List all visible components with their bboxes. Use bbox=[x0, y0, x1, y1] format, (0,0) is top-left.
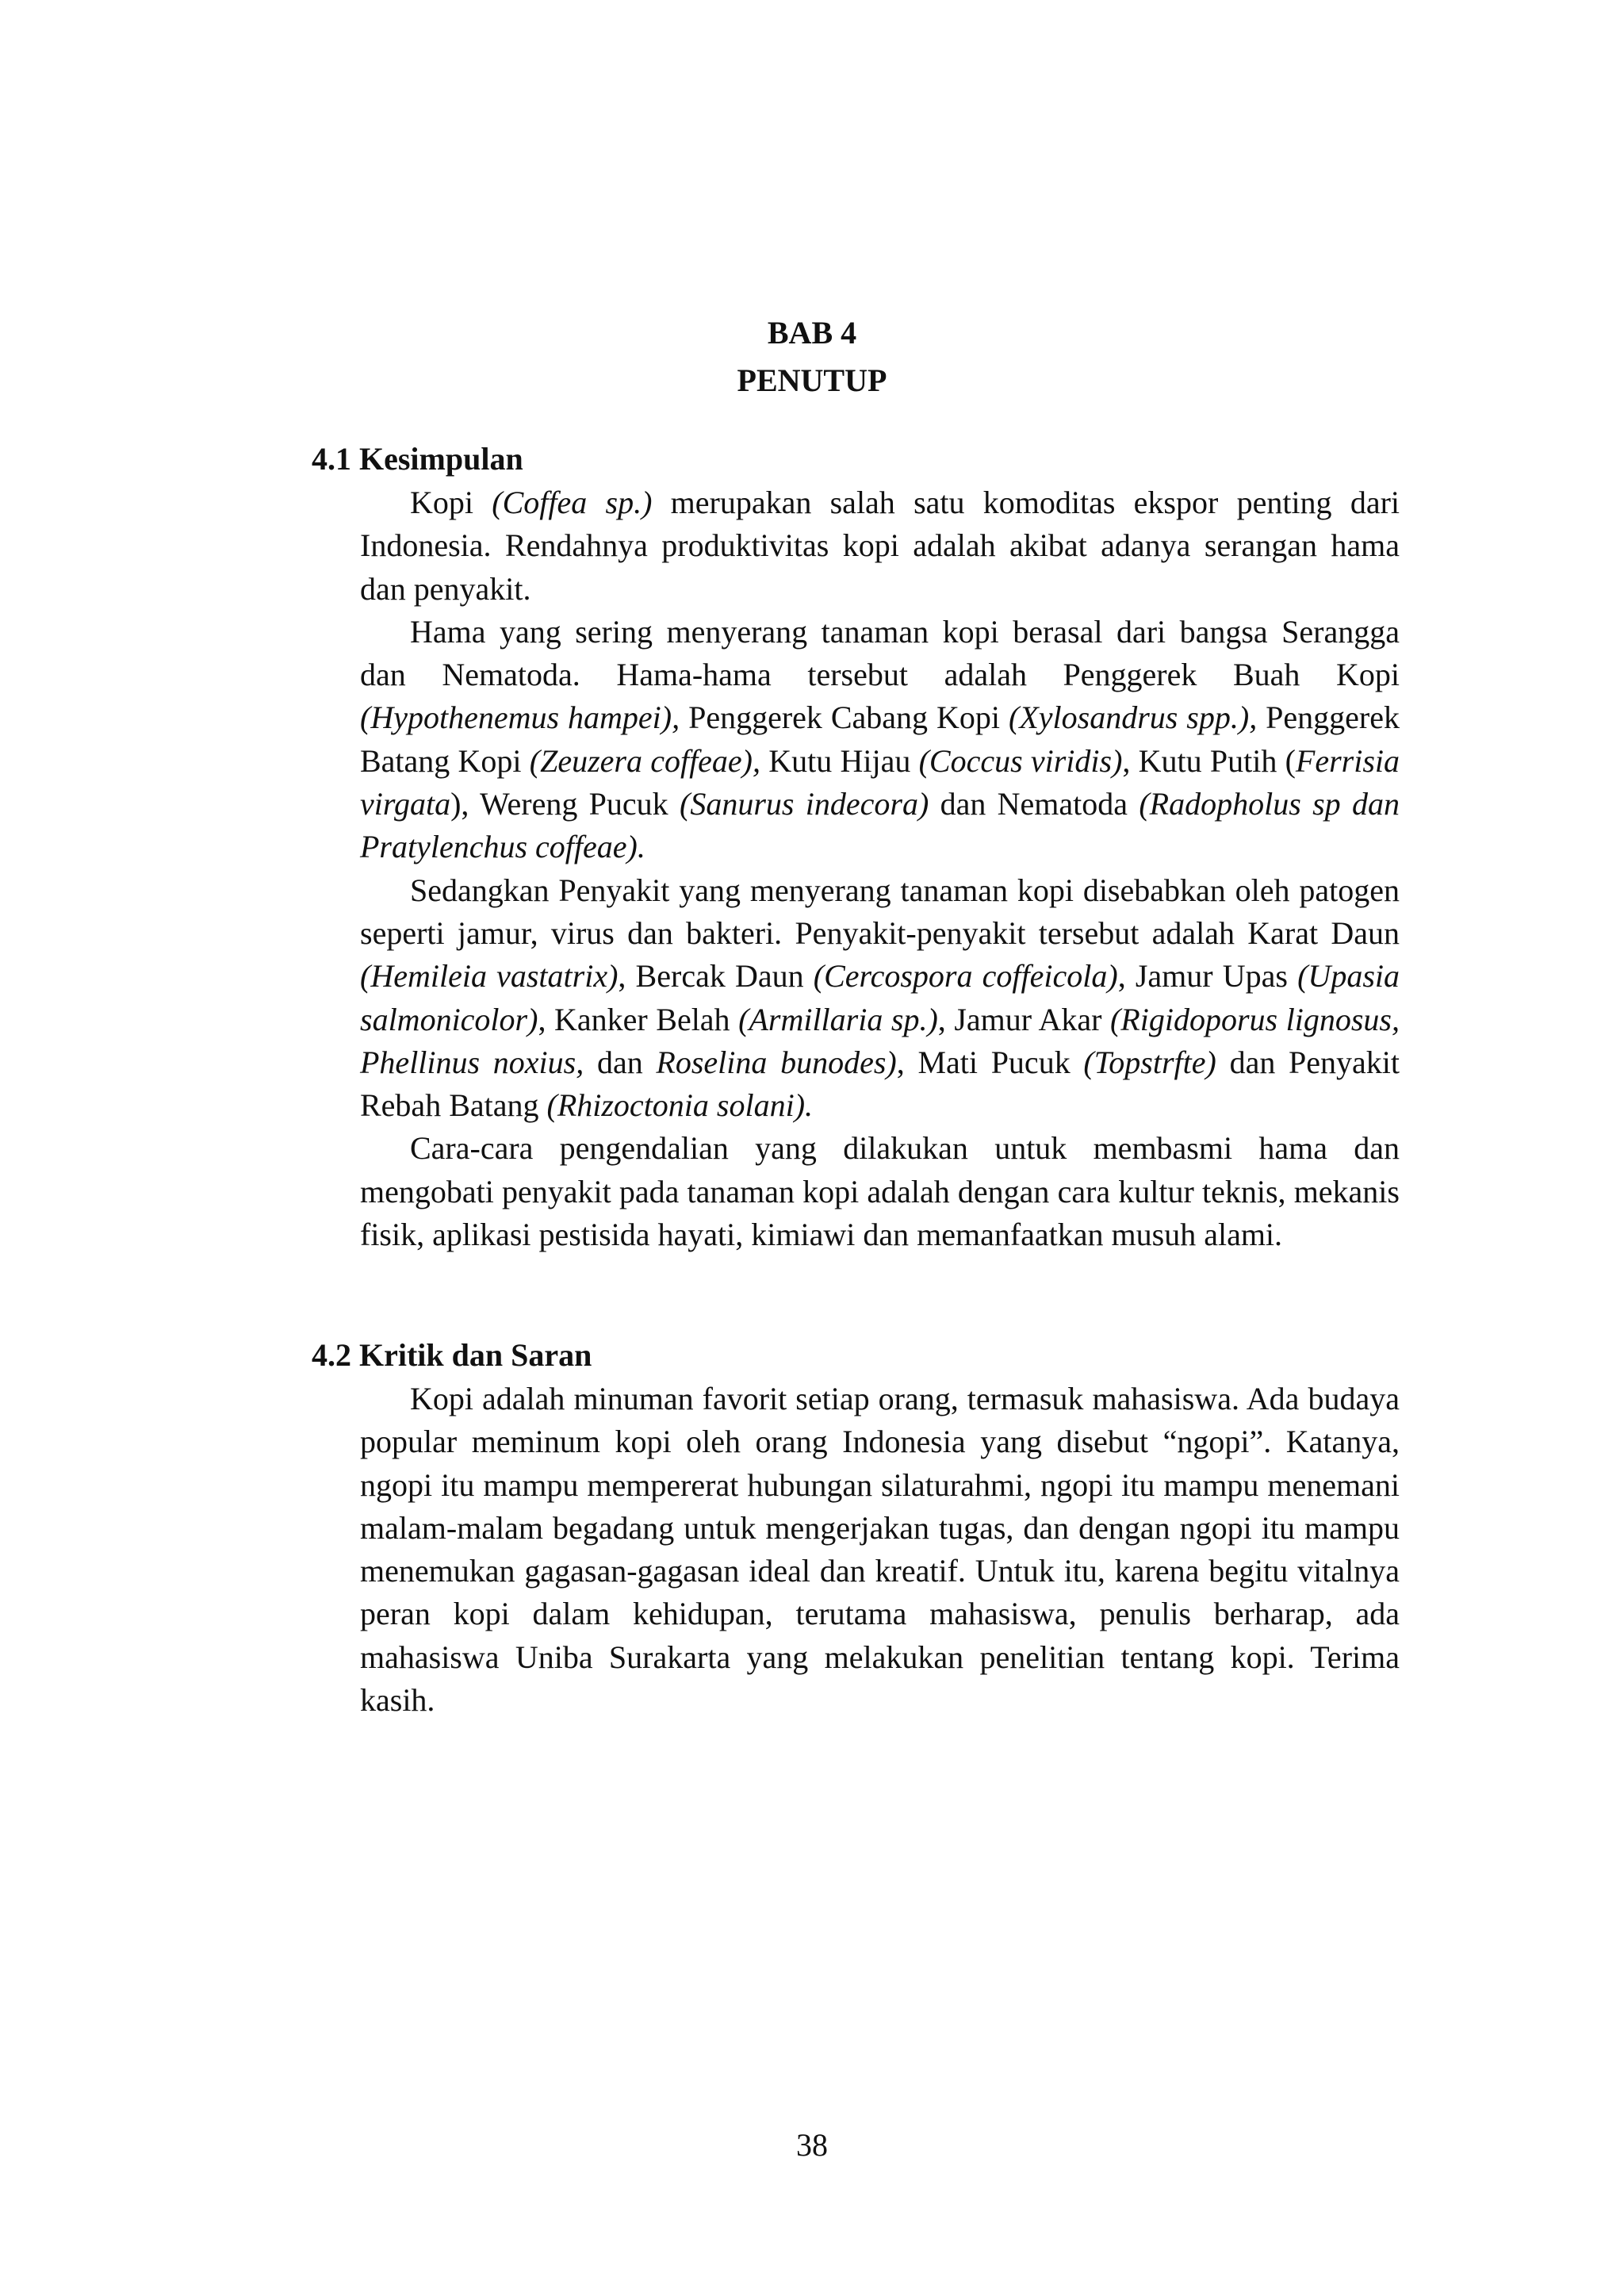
italic-text: (Rhizoctonia solani). bbox=[546, 1087, 814, 1124]
paragraph bbox=[360, 1378, 1400, 1722]
section-heading-kritik-saran: 4.2 Kritik dan Saran bbox=[312, 1337, 592, 1373]
italic-text: (Topstrfte) bbox=[1083, 1044, 1216, 1080]
chapter-heading bbox=[0, 309, 1624, 404]
text-run: Cara-cara pengendalian yang dilakukan untuk membasmi hama dan mengobati penyakit pada tanaman kopi adalah dengan cara kultur teknis, mekanis fisik, aplikasi pestisida hayati, kimiawi dan memanfaatkan musuh alami. bbox=[360, 1130, 1400, 1253]
text-run: Sedangkan Penyakit yang menyerang tanaman kopi disebabkan oleh patogen seperti jamur, virus dan bakteri. Penyakit-penyakit tersebut adalah Karat Daun bbox=[360, 872, 1400, 951]
text-run: , Kutu Putih ( bbox=[1122, 742, 1296, 779]
italic-text: (Coccus viridis) bbox=[918, 742, 1123, 779]
paragraph bbox=[360, 869, 1400, 1128]
section-heading-kesimpulan: 4.1 Kesimpulan bbox=[312, 441, 523, 477]
italic-text: (Xylosandrus spp.), bbox=[1009, 700, 1258, 736]
text-run: dan Nematoda bbox=[929, 786, 1139, 822]
text-run: dan Penyakit Rebah Batang bbox=[360, 1044, 1400, 1124]
text-run: Hama yang sering menyerang tanaman kopi berasal dari bangsa Serangga dan Nematoda. Hama-hama tersebut adalah Penggerek Buah Kopi bbox=[360, 613, 1400, 693]
text-run: , Jamur Upas bbox=[1117, 958, 1298, 995]
page-number: 38 bbox=[796, 2127, 828, 2163]
italic-text: (Sanurus indecora) bbox=[680, 786, 929, 822]
section-body-kesimpulan bbox=[360, 481, 1400, 1256]
italic-text: Ferrisia virgata bbox=[360, 742, 1400, 822]
text-run: , Bercak Daun bbox=[618, 958, 814, 995]
italic-text: (Coffea sp.) bbox=[492, 485, 653, 520]
italic-text: Roselina bunodes) bbox=[656, 1044, 897, 1080]
text-run: Penggerek Cabang Kopi bbox=[680, 700, 1009, 736]
italic-text: (Hypothenemus hampei), bbox=[360, 700, 680, 736]
chapter-number: BAB 4 bbox=[767, 315, 857, 351]
paragraph bbox=[360, 481, 1400, 611]
chapter-title: PENUTUP bbox=[737, 362, 887, 398]
text-run: dan bbox=[584, 1044, 657, 1080]
text-run: Kopi adalah minuman favorit setiap orang, termasuk mahasiswa. Ada budaya popular meminum kopi oleh orang Indonesia yang disebut “ngopi”. Katanya, ngopi itu mampu mempererat hubungan silaturahmi, ngopi itu mampu menemani malam-malam begadang untuk mengerjakan tugas, dan dengan ngopi itu mampu menemukan gagasan-gagasan ideal dan kreatif. Untuk itu, karena begitu vitalnya peran kopi dalam kehidupan, terutama mahasiswa, penulis berharap, ada mahasiswa Uniba Surakarta yang melakukan penelitian tentang kopi. Terima kasih. bbox=[360, 1381, 1400, 1719]
paragraph bbox=[360, 611, 1400, 869]
text-run: Penggerek Batang Kopi bbox=[360, 700, 1400, 779]
italic-text: (Upasia salmonicolor) bbox=[360, 958, 1400, 1037]
text-run: , Kanker Belah bbox=[538, 1001, 739, 1037]
text-run: ), Wereng Pucuk bbox=[450, 786, 680, 822]
italic-text: (Zeuzera coffeae), bbox=[529, 742, 761, 779]
text-run: , Jamur Akar bbox=[937, 1001, 1110, 1037]
text-run: merupakan salah satu komoditas ekspor penting dari Indonesia. Rendahnya produktivitas kopi adalah akibat adanya serangan hama dan penyakit. bbox=[360, 485, 1400, 607]
italic-text: (Armillaria sp.) bbox=[738, 1001, 938, 1037]
italic-text: (Cercospora coffeicola) bbox=[813, 958, 1118, 995]
paragraph bbox=[360, 1127, 1400, 1256]
italic-text: (Radopholus sp dan Pratylenchus coffeae). bbox=[360, 786, 1400, 865]
section-body-kritik-saran bbox=[360, 1378, 1400, 1722]
text-run: , Mati Pucuk bbox=[896, 1044, 1084, 1080]
text-run: Kopi bbox=[410, 485, 492, 520]
italic-text: (Rigidoporus lignosus, Phellinus noxius, bbox=[360, 1001, 1400, 1080]
text-run: Kutu Hijau bbox=[760, 742, 919, 779]
italic-text: (Hemileia vastatrix) bbox=[360, 958, 619, 995]
